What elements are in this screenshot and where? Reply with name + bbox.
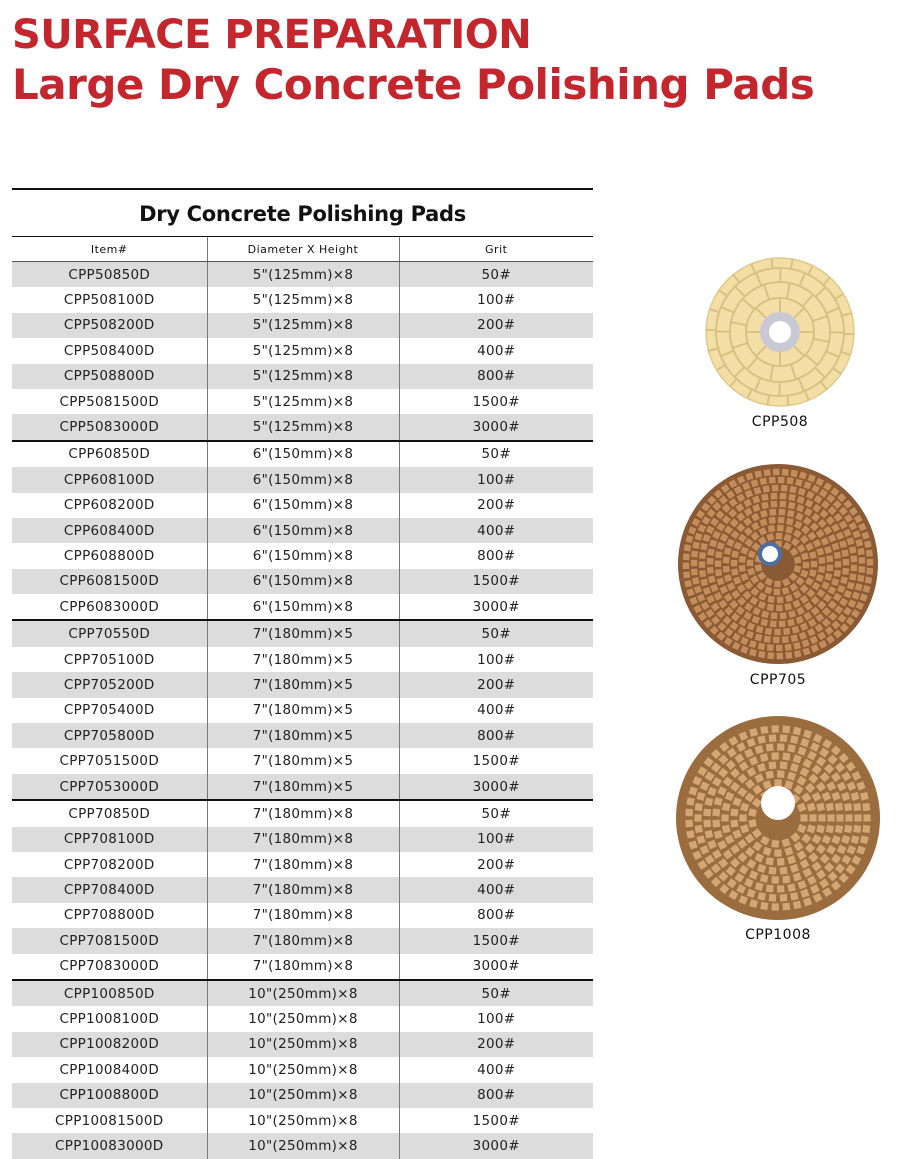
cell-diameter-height: 5"(125mm)×8 bbox=[207, 287, 399, 312]
cell-diameter-height: 7"(180mm)×8 bbox=[207, 877, 399, 902]
cell-diameter-height: 5"(125mm)×8 bbox=[207, 262, 399, 288]
cell-item-number: CPP10081500D bbox=[55, 1112, 164, 1129]
cell-item-number: CPP6083000D bbox=[59, 598, 160, 615]
table-row bbox=[12, 1133, 593, 1158]
cell-grit: 1500# bbox=[399, 1108, 593, 1133]
table-header-row bbox=[12, 237, 593, 262]
cell-diameter-height: 5"(125mm)×8 bbox=[207, 313, 399, 338]
cell-grit: 1500# bbox=[399, 748, 593, 773]
table-row bbox=[12, 594, 593, 620]
product-table bbox=[12, 237, 593, 1159]
cell-diameter-height: 6"(150mm)×8 bbox=[207, 569, 399, 594]
cell-item-number: CPP708800D bbox=[63, 907, 155, 924]
cell-item-number: CPP508100D bbox=[63, 292, 155, 309]
cell-diameter-height: 7"(180mm)×8 bbox=[207, 903, 399, 928]
cell-grit: 400# bbox=[399, 1057, 593, 1082]
table-row bbox=[12, 543, 593, 568]
cell-item-number: CPP7083000D bbox=[59, 958, 160, 975]
product-cpp508 bbox=[690, 256, 870, 430]
table-row bbox=[12, 672, 593, 697]
table-row bbox=[12, 928, 593, 953]
cell-item-number: CPP705200D bbox=[12, 672, 207, 697]
column-header-grit: Grit bbox=[399, 237, 593, 262]
product-caption-cpp705: CPP705 bbox=[749, 672, 807, 688]
cell-grit: 50# bbox=[399, 800, 593, 826]
cell-diameter-height: 10"(250mm)×8 bbox=[207, 1108, 399, 1133]
cell-diameter-height: 7"(180mm)×5 bbox=[207, 748, 399, 773]
cell-diameter-height: 6"(150mm)×8 bbox=[207, 441, 399, 467]
cell-diameter-height: 6"(150mm)×8 bbox=[207, 467, 399, 492]
cell-grit: 100# bbox=[399, 647, 593, 672]
table-row bbox=[12, 800, 593, 826]
cell-grit: 100# bbox=[399, 1006, 593, 1031]
table-row bbox=[12, 827, 593, 852]
cell-item-number: CPP10083000D bbox=[12, 1133, 207, 1158]
cell-item-number: CPP608800D bbox=[63, 547, 155, 564]
cell-diameter-height: 7"(180mm)×8 bbox=[207, 852, 399, 877]
cell-grit: 200# bbox=[399, 1032, 593, 1057]
table-row bbox=[12, 1057, 593, 1082]
cell-diameter-height: 6"(150mm)×8 bbox=[207, 493, 399, 518]
cell-item-number: CPP60850D bbox=[12, 441, 207, 467]
cell-item-number: CPP1008100D bbox=[59, 1011, 160, 1028]
cell-diameter-height: 6"(150mm)×8 bbox=[207, 543, 399, 568]
cell-diameter-height: 7"(180mm)×5 bbox=[207, 723, 399, 748]
cell-grit: 800# bbox=[399, 903, 593, 928]
cell-item-number: CPP608200D bbox=[63, 497, 155, 514]
cell-diameter-height: 10"(250mm)×8 bbox=[207, 1133, 399, 1158]
cell-grit: 800# bbox=[399, 364, 593, 389]
table-row bbox=[12, 287, 593, 312]
cell-item-number: CPP70850D bbox=[12, 800, 207, 826]
product-caption-cpp508: CPP508 bbox=[751, 414, 809, 430]
cell-diameter-height: 7"(180mm)×5 bbox=[207, 698, 399, 723]
table-title: Dry Concrete Polishing Pads bbox=[12, 190, 593, 237]
cell-grit: 50# bbox=[399, 980, 593, 1006]
cell-item-number: CPP7051500D bbox=[59, 753, 160, 770]
cell-diameter-height: 7"(180mm)×8 bbox=[207, 800, 399, 826]
table-row bbox=[12, 698, 593, 723]
table-row bbox=[12, 389, 593, 414]
cell-item-number: CPP508200D bbox=[12, 313, 207, 338]
cell-item-number: CPP705800D bbox=[12, 723, 207, 748]
cell-grit: 200# bbox=[399, 672, 593, 697]
table-row bbox=[12, 493, 593, 518]
cell-diameter-height: 7"(180mm)×8 bbox=[207, 928, 399, 953]
table-row bbox=[12, 852, 593, 877]
cell-item-number: CPP508800D bbox=[12, 364, 207, 389]
cell-grit: 100# bbox=[399, 467, 593, 492]
cell-grit: 200# bbox=[399, 493, 593, 518]
product-table-section bbox=[12, 188, 593, 1159]
table-row bbox=[12, 262, 593, 288]
cell-grit: 50# bbox=[399, 441, 593, 467]
cell-item-number: CPP708100D bbox=[12, 827, 207, 852]
cell-diameter-height: 10"(250mm)×8 bbox=[207, 980, 399, 1006]
cell-grit: 100# bbox=[399, 827, 593, 852]
cell-diameter-height: 7"(180mm)×5 bbox=[207, 620, 399, 646]
cell-grit: 1500# bbox=[399, 569, 593, 594]
table-row bbox=[12, 774, 593, 800]
table-row bbox=[12, 364, 593, 389]
table-row bbox=[12, 569, 593, 594]
table-row bbox=[12, 748, 593, 773]
table-row bbox=[12, 954, 593, 980]
cell-grit: 400# bbox=[399, 518, 593, 543]
table-row bbox=[12, 877, 593, 902]
product-caption-cpp1008: CPP1008 bbox=[745, 927, 811, 943]
table-row bbox=[12, 414, 593, 440]
cell-grit: 800# bbox=[399, 1083, 593, 1108]
cell-grit: 800# bbox=[399, 543, 593, 568]
cell-item-number: CPP608400D bbox=[12, 518, 207, 543]
table-row bbox=[12, 1108, 593, 1133]
cell-item-number: CPP1008200D bbox=[12, 1032, 207, 1057]
product-cpp705 bbox=[673, 462, 883, 688]
cell-item-number: CPP708400D bbox=[12, 877, 207, 902]
column-header-diameter: Diameter X Height bbox=[207, 237, 399, 262]
cell-item-number: CPP50850D bbox=[12, 262, 207, 288]
cell-diameter-height: 10"(250mm)×8 bbox=[207, 1057, 399, 1082]
cell-item-number: CPP5083000D bbox=[12, 414, 207, 440]
cell-item-number: CPP1008400D bbox=[59, 1061, 160, 1078]
cell-grit: 3000# bbox=[399, 1133, 593, 1158]
cell-item-number: CPP705400D bbox=[63, 702, 155, 719]
cell-item-number: CPP7053000D bbox=[12, 774, 207, 800]
product-cpp1008 bbox=[673, 715, 883, 943]
cell-diameter-height: 6"(150mm)×8 bbox=[207, 594, 399, 620]
cell-diameter-height: 10"(250mm)×8 bbox=[207, 1032, 399, 1057]
table-row bbox=[12, 723, 593, 748]
table-row bbox=[12, 518, 593, 543]
cell-grit: 50# bbox=[399, 620, 593, 646]
cell-diameter-height: 10"(250mm)×8 bbox=[207, 1006, 399, 1031]
table-row bbox=[12, 647, 593, 672]
pad-cpp508-image bbox=[704, 256, 856, 408]
cell-diameter-height: 7"(180mm)×5 bbox=[207, 774, 399, 800]
table-row bbox=[12, 903, 593, 928]
cell-diameter-height: 5"(125mm)×8 bbox=[207, 338, 399, 363]
table-row bbox=[12, 1083, 593, 1108]
cell-item-number: CPP705100D bbox=[63, 651, 155, 668]
cell-grit: 3000# bbox=[399, 774, 593, 800]
cell-diameter-height: 5"(125mm)×8 bbox=[207, 364, 399, 389]
table-row bbox=[12, 980, 593, 1006]
page-title: SURFACE PREPARATION bbox=[12, 12, 532, 58]
cell-item-number: CPP6081500D bbox=[12, 569, 207, 594]
cell-item-number: CPP100850D bbox=[12, 980, 207, 1006]
table-row bbox=[12, 1032, 593, 1057]
cell-grit: 200# bbox=[399, 313, 593, 338]
cell-item-number: CPP5081500D bbox=[59, 393, 160, 410]
cell-grit: 3000# bbox=[399, 594, 593, 620]
cell-grit: 1500# bbox=[399, 389, 593, 414]
cell-item-number: CPP7081500D bbox=[12, 928, 207, 953]
cell-grit: 800# bbox=[399, 723, 593, 748]
cell-grit: 50# bbox=[399, 262, 593, 288]
table-row bbox=[12, 620, 593, 646]
pad-cpp705-image bbox=[676, 462, 880, 666]
table-body bbox=[12, 262, 593, 1159]
cell-item-number: CPP508400D bbox=[63, 342, 155, 359]
cell-grit: 1500# bbox=[399, 928, 593, 953]
cell-diameter-height: 5"(125mm)×8 bbox=[207, 389, 399, 414]
page-header bbox=[12, 10, 814, 110]
cell-item-number: CPP70550D bbox=[12, 620, 207, 646]
cell-grit: 400# bbox=[399, 877, 593, 902]
table-row bbox=[12, 467, 593, 492]
table-row bbox=[12, 1006, 593, 1031]
cell-item-number: CPP708200D bbox=[63, 856, 155, 873]
cell-grit: 3000# bbox=[399, 954, 593, 980]
cell-diameter-height: 7"(180mm)×5 bbox=[207, 672, 399, 697]
cell-item-number: CPP1008800D bbox=[12, 1083, 207, 1108]
cell-grit: 400# bbox=[399, 338, 593, 363]
cell-grit: 400# bbox=[399, 698, 593, 723]
pad-cpp1008-image bbox=[675, 715, 881, 921]
page-subtitle: Large Dry Concrete Polishing Pads bbox=[12, 60, 815, 109]
column-header-item: Item# bbox=[12, 237, 207, 262]
cell-diameter-height: 10"(250mm)×8 bbox=[207, 1083, 399, 1108]
cell-diameter-height: 5"(125mm)×8 bbox=[207, 414, 399, 440]
cell-diameter-height: 6"(150mm)×8 bbox=[207, 518, 399, 543]
table-row bbox=[12, 338, 593, 363]
cell-item-number: CPP608100D bbox=[12, 467, 207, 492]
table-row bbox=[12, 441, 593, 467]
cell-grit: 100# bbox=[399, 287, 593, 312]
cell-diameter-height: 7"(180mm)×8 bbox=[207, 954, 399, 980]
cell-diameter-height: 7"(180mm)×8 bbox=[207, 827, 399, 852]
cell-grit: 3000# bbox=[399, 414, 593, 440]
table-row bbox=[12, 313, 593, 338]
cell-diameter-height: 7"(180mm)×5 bbox=[207, 647, 399, 672]
cell-grit: 200# bbox=[399, 852, 593, 877]
